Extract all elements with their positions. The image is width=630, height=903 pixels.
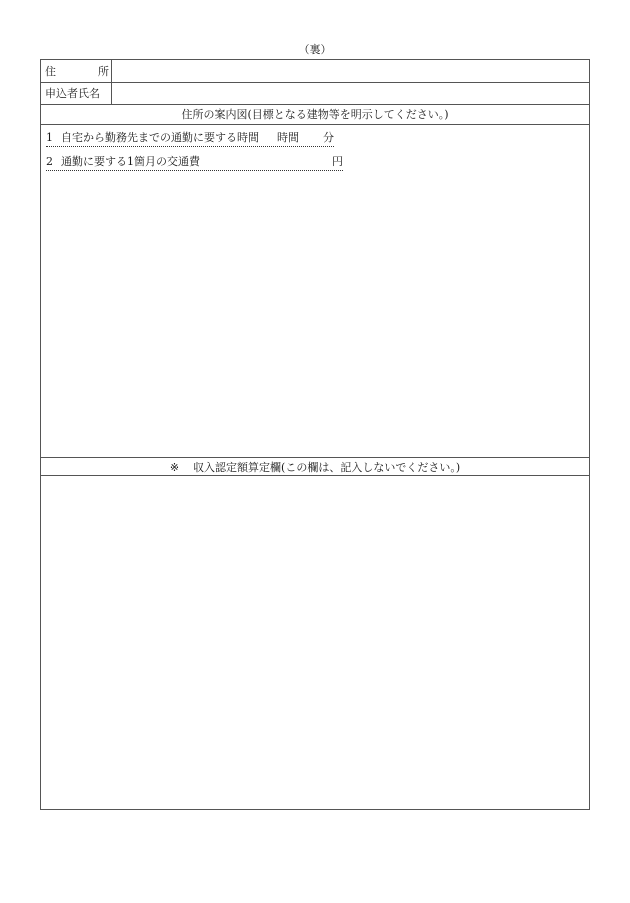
- application-form-back: [40, 59, 590, 810]
- minutes-unit: 分: [323, 131, 334, 144]
- map-section-body[interactable]: [41, 125, 589, 457]
- page-title: （裏）: [298, 43, 332, 56]
- map-section-header: 住所の案内図(目標となる建物等を明示してください。): [181, 108, 449, 121]
- applicant-name-label: 申込者氏名: [45, 87, 100, 100]
- commute-cost-text: 通勤に要する1箇月の交通費: [61, 155, 200, 168]
- hours-unit: 時間: [277, 131, 299, 144]
- applicant-name-field[interactable]: [113, 83, 585, 103]
- address-label-char-2: 所: [98, 65, 109, 78]
- commute-cost-number: 2: [46, 155, 53, 168]
- commute-cost-item: [46, 155, 343, 171]
- income-section-header: [41, 461, 589, 475]
- commute-time-number: 1: [46, 131, 53, 144]
- section-divider: [41, 457, 589, 458]
- address-field[interactable]: [113, 61, 585, 81]
- commute-time-text: 自宅から勤務先までの通勤に要する時間: [61, 131, 259, 144]
- commute-time-item: [46, 131, 334, 147]
- reference-mark: ※: [169, 461, 180, 474]
- label-column-divider: [111, 60, 112, 104]
- address-label-char-1: 住: [45, 65, 56, 78]
- row-divider: [41, 104, 589, 105]
- income-section-title: 収入認定額算定欄(この欄は、記入しないでください。): [193, 461, 461, 474]
- cost-unit: 円: [332, 155, 343, 168]
- income-section-body: [41, 476, 589, 809]
- address-label: [45, 65, 109, 79]
